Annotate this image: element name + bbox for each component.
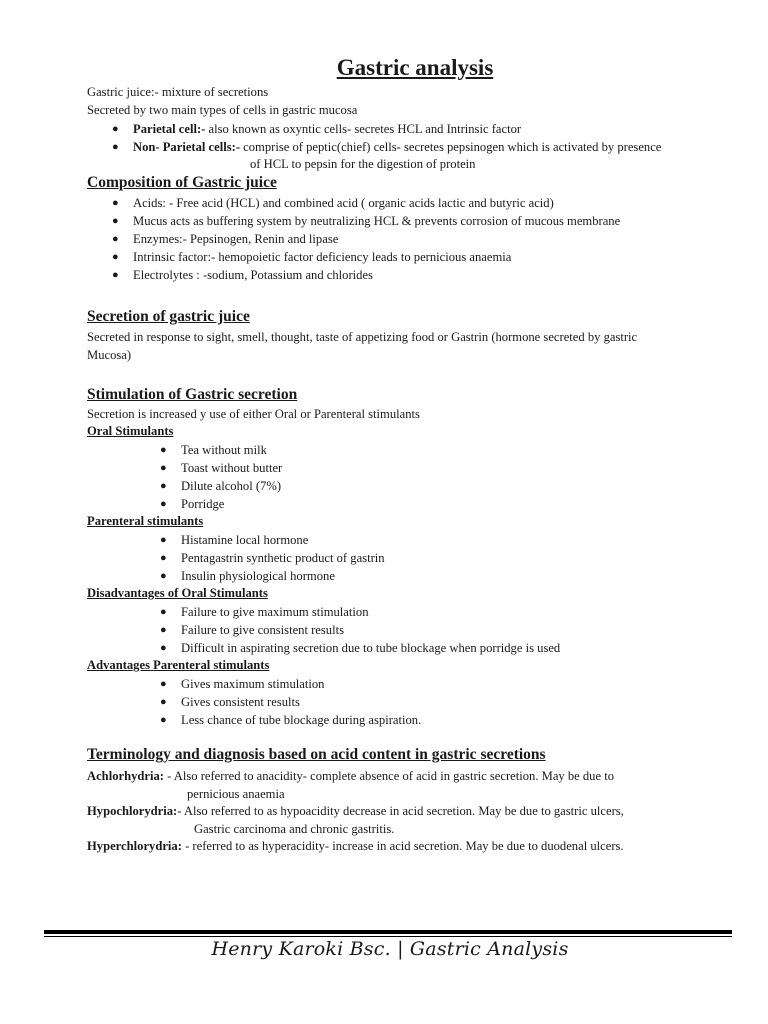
bullet-icon: ● <box>160 678 167 690</box>
document-page: Gastric analysis Gastric juice:- mixture of secretions Secreted by two main types of cells in gastric mucosa ● Parietal cell:- also known as oxyntic cells- secretes HCL and Intrinsic factor ● Non- Parietal cells:- comprise of peptic(chief) cells- secretes pepsinogen which is activated by presence of HCL to pepsin for the digestion of protein Composition of Gastric juice ● Acids: - Free acid (HCL) and combined acid ( organic acids lactic and butyric acid) ● Mucus acts as buffering system by neutralizing HCL & prevents corrosion of mucous membrane ● Enzymes:- Pepsinogen, Renin and lipase ● Intrinsic factor:- hemopoietic factor deficiency leads to pernicious anaemia ● Electrolytes : -sodium, Potassium and chlorides Secretion of gastric juice Secreted in response to sight, smell, thought, taste of appetizing food or Gastrin (hormone secreted by gastric Mucosa) Stimulation of Gastric secretion Secretion is increased y use of either Oral or Parenteral stimulants Oral Stimulants ● Tea without milk ● Toast without butter ● Dilute alcohol (7%) ● Porridge Parenteral stimulants ● Histamine local hormone ● Pentagastrin synthetic product of gastrin ● Insulin physiological hormone Disadvantages of Oral Stimulants ● Failure to give maximum stimulation ● Failure to give consistent results ● Difficult in aspirating secretion due to tube blockage when porridge is used Advantages Parenteral stimulants ● Gives maximum stimulation ● Gives consistent results ● Less chance of tube blockage during aspiration. Terminology and diagnosis based on acid content in gastric secretions Achlorhydria: - Also referred to anacidity- complete absence of acid in gastric secretion. May be due to pernicious anaemia Hypochlorydria:- Also referred to as hypoacidity decrease in acid secretion. May be due to gastric ulcers, Gastric carcinoma and chronic gastritis. Hyperchlorydria: - referred to as hyperacidity- increase in acid secretion. May be due to duodenal ulcers. Henry Karoki Bsc. | Gastric Analysis <box>0 0 768 1024</box>
bullet-icon: ● <box>112 233 119 245</box>
section-heading-stimulation: Stimulation of Gastric secretion <box>87 386 298 403</box>
bullet-icon: ● <box>160 714 167 726</box>
bullet-icon: ● <box>160 462 167 474</box>
bullet-icon: ● <box>160 642 167 654</box>
term-line <box>87 838 624 854</box>
bullet-icon: ● <box>112 269 119 281</box>
bullet-icon: ● <box>160 606 167 618</box>
bullet-icon: ● <box>160 534 167 546</box>
section-heading-secretion: Secretion of gastric juice <box>87 308 250 325</box>
term-text: - Also referred to as hypoacidity decrease in acid secretion. May be due to gastric ulcers, <box>177 804 624 818</box>
bullet-icon: ● <box>160 696 167 708</box>
bullet-icon: ● <box>160 552 167 564</box>
term-text: - Also referred to anacidity- complete absence of acid in gastric secretion. May be due to <box>163 769 615 783</box>
bullet-icon: ● <box>160 498 167 510</box>
intro-line-1: Gastric juice:- mixture of secretions <box>87 85 269 99</box>
term-continuation: Gastric carcinoma and chronic gastritis. <box>194 822 395 836</box>
subheading-advantages: Advantages Parenteral stimulants <box>87 658 270 672</box>
intro-continuation: of HCL to pepsin for the digestion of protein <box>250 157 476 171</box>
bullet-icon: ● <box>112 141 119 153</box>
secretion-line-1: Secreted in response to sight, smell, thought, taste of appetizing food or Gastrin (hormone secreted by gastric <box>87 330 638 344</box>
term-label: Achlorhydria: <box>87 769 164 783</box>
page-footer: Henry Karoki Bsc. | Gastric Analysis <box>211 938 569 960</box>
page-title: Gastric analysis <box>336 55 494 80</box>
term-text: also known as oxyntic cells- secretes HCL and Intrinsic factor <box>205 122 522 136</box>
bullet-icon: ● <box>160 444 167 456</box>
bullet-icon: ● <box>112 197 119 209</box>
term-label: Non- Parietal cells:- <box>133 140 241 154</box>
bullet-icon: ● <box>160 480 167 492</box>
bullet-icon: ● <box>112 251 119 263</box>
section-heading-composition: Composition of Gastric juice <box>87 174 277 191</box>
term-label: Parietal cell:- <box>133 122 206 136</box>
section-heading-terminology: Terminology and diagnosis based on acid content in gastric secretions <box>87 746 546 763</box>
term-line <box>87 803 624 819</box>
term-continuation: pernicious anaemia <box>187 787 285 801</box>
stimulation-intro: Secretion is increased y use of either Oral or Parenteral stimulants <box>87 407 420 421</box>
subheading-disadvantages: Disadvantages of Oral Stimulants <box>87 586 268 600</box>
term-label: Hyperchlorydria: <box>87 839 182 853</box>
footer-divider <box>44 930 732 934</box>
bullet-icon: ● <box>112 215 119 227</box>
secretion-line-2: Mucosa) <box>87 348 132 362</box>
term-line <box>87 768 614 784</box>
intro-line-2: Secreted by two main types of cells in gastric mucosa <box>87 103 358 117</box>
footer-divider-thin <box>44 936 732 937</box>
term-text: comprise of peptic(chief) cells- secretes pepsinogen which is activated by presence <box>240 140 662 154</box>
subheading-oral: Oral Stimulants <box>87 424 174 438</box>
bullet-icon: ● <box>160 570 167 582</box>
term-text: - referred to as hyperacidity- increase in acid secretion. May be due to duodenal ulcers. <box>181 839 624 853</box>
subheading-parenteral: Parenteral stimulants <box>87 514 204 528</box>
bullet-icon: ● <box>112 123 119 135</box>
bullet-icon: ● <box>160 624 167 636</box>
term-label: Hypochlorydria: <box>87 804 178 818</box>
